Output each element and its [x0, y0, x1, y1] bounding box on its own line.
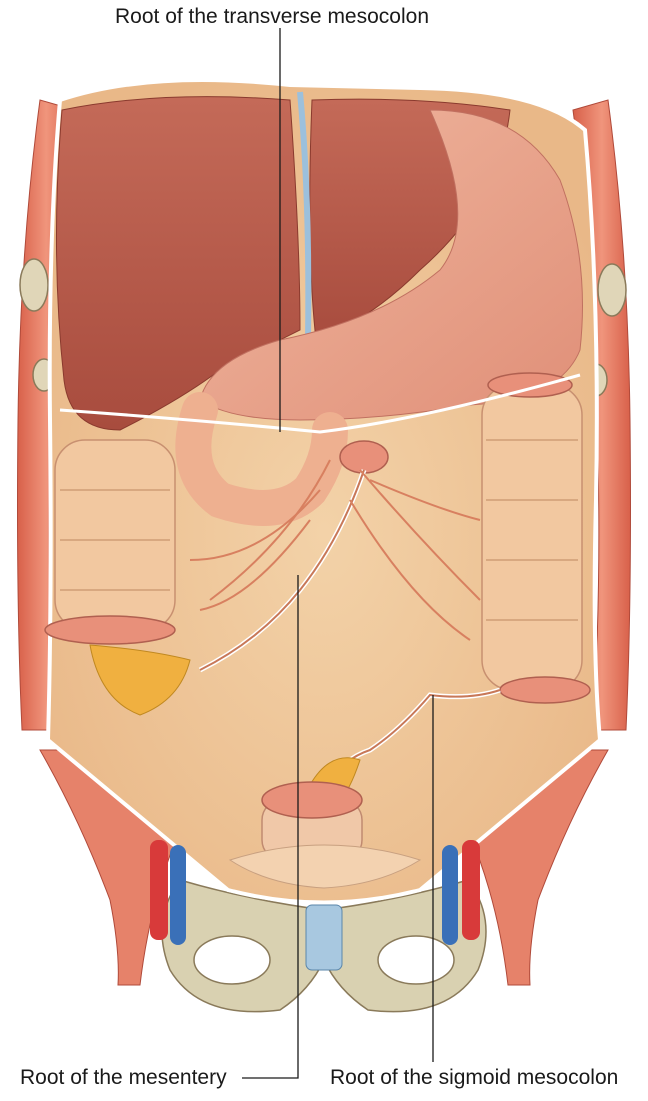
label-mesentery-root: Root of the mesentery	[20, 1066, 227, 1089]
ascending-colon	[45, 440, 175, 644]
descending-colon	[482, 373, 590, 703]
label-transverse-mesocolon-root: Root of the transverse mesocolon	[115, 5, 429, 28]
right-obturator-foramen	[378, 936, 454, 984]
sacrum	[306, 905, 342, 970]
left-obturator-foramen	[194, 936, 270, 984]
duodenojejunal-flexure	[340, 441, 388, 473]
label-sigmoid-mesocolon-root: Root of the sigmoid mesocolon	[330, 1066, 619, 1089]
